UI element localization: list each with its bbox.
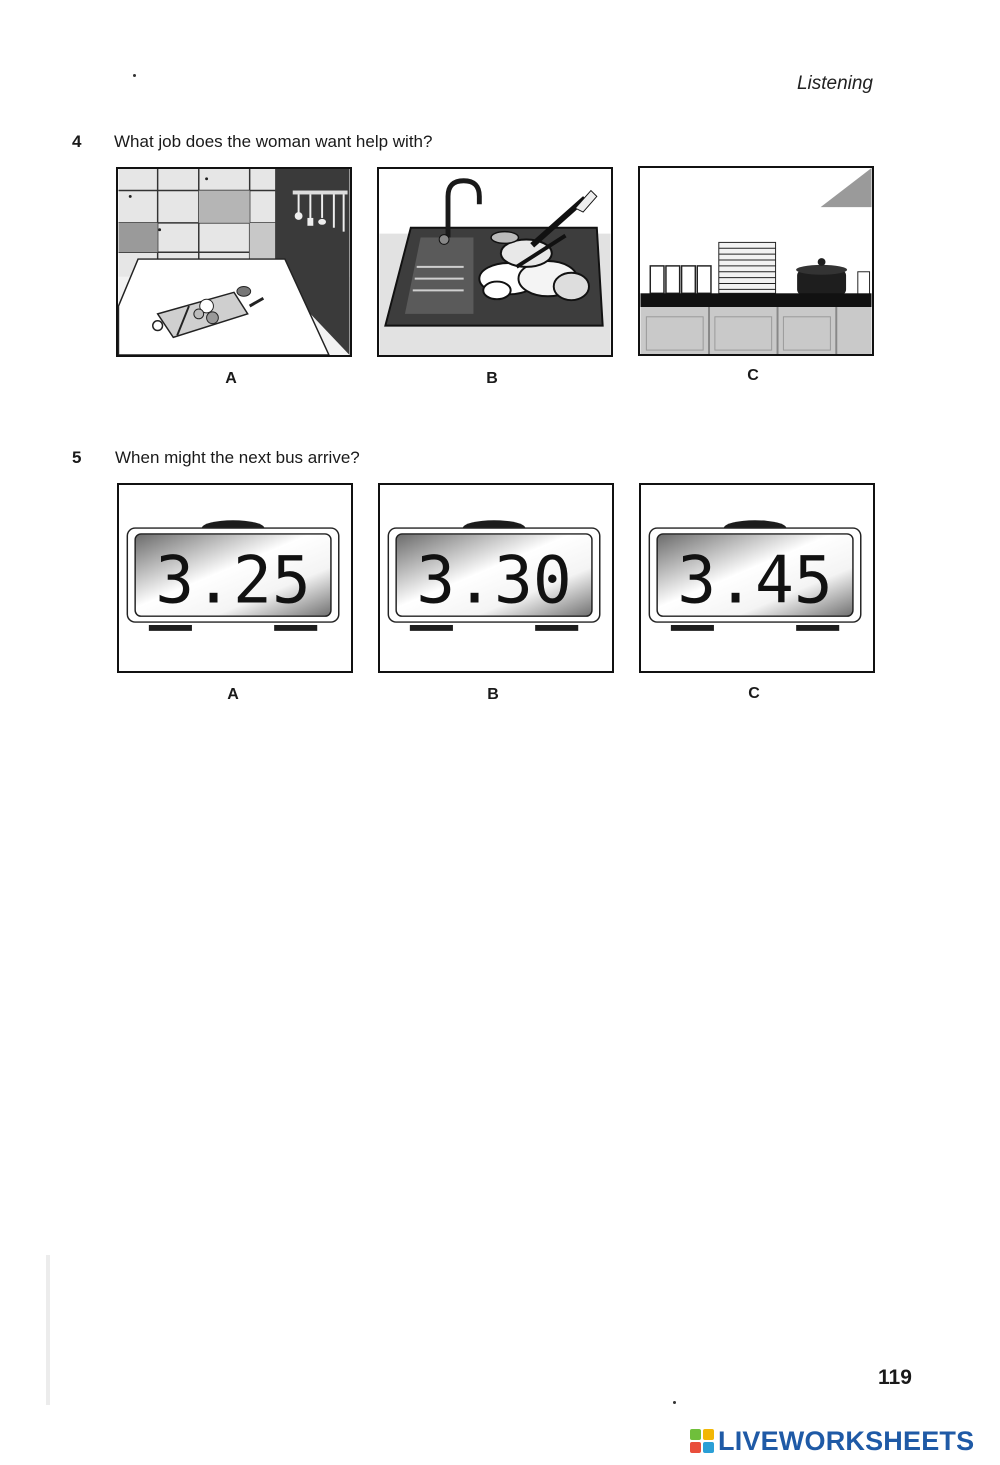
- clean-kitchen-shelf-illustration: [640, 168, 872, 354]
- option-5a-label: A: [227, 686, 239, 703]
- option-4b-picture-dishes[interactable]: [377, 167, 613, 357]
- digital-clock-illustration: [119, 485, 351, 671]
- question-4-number: 4: [72, 132, 82, 151]
- liveworksheets-logo: [690, 1426, 974, 1456]
- question-4-text: What job does the woman want help with?: [114, 132, 433, 151]
- option-5c-clock-frame[interactable]: [639, 483, 875, 673]
- page-number: 119: [878, 1366, 912, 1389]
- option-4a-picture-chopping[interactable]: [116, 167, 352, 357]
- chopping-vegetables-illustration: [118, 169, 350, 355]
- clock-time-display: 3.30: [416, 543, 572, 619]
- digital-clock-illustration: [641, 485, 873, 671]
- option-4a-label: A: [225, 370, 237, 387]
- speck-mark: [133, 74, 136, 77]
- digital-clock-illustration: [380, 485, 612, 671]
- clock-time-display: 3.25: [155, 543, 311, 619]
- option-4c-label: C: [747, 367, 759, 384]
- section-title: Listening: [796, 73, 873, 94]
- speck-mark: [673, 1401, 676, 1404]
- option-5c-label: C: [748, 685, 760, 702]
- option-4b-label: B: [486, 370, 498, 387]
- option-5a-clock-frame[interactable]: [117, 483, 353, 673]
- washing-dishes-illustration: [379, 169, 611, 355]
- option-5b-label: B: [487, 686, 499, 703]
- option-5b-clock-frame[interactable]: [378, 483, 614, 673]
- liveworksheets-logo-icon: [690, 1429, 714, 1453]
- question-5-number: 5: [72, 448, 82, 467]
- brand-name: LIVEWORKSHEETS: [718, 1425, 975, 1456]
- option-4c-picture-shelf[interactable]: [638, 166, 874, 356]
- clock-time-display: 3.45: [677, 543, 833, 619]
- question-5-text: When might the next bus arrive?: [115, 448, 360, 467]
- scan-edge-shadow: [46, 1255, 50, 1405]
